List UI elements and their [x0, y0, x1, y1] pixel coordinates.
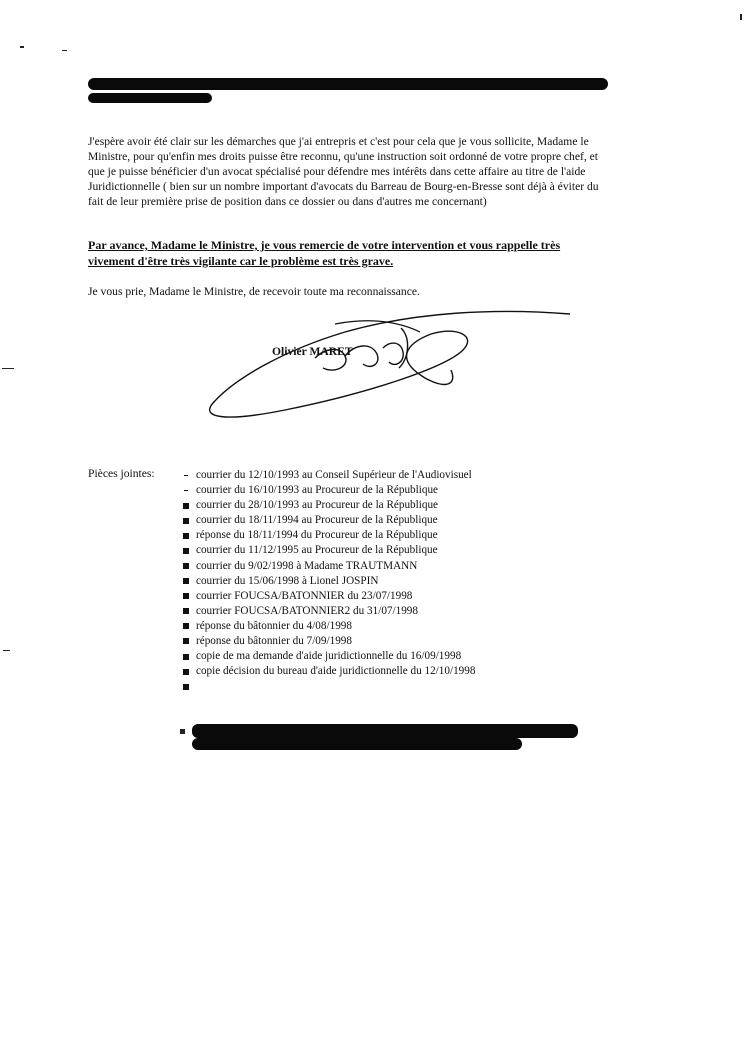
- attachment-item: [176, 513, 475, 528]
- paragraph-request: J'espère avoir été clair sur les démarches que j'ai entrepris et c'est pour cela que je vous sollicite, Madame le Ministre, pour qu'enfin mes droits puisse être reconnu, qu'une instruction soit ordonné de votre propre chef, et que je puisse bénéficier d'un avocat spécialisé pour défendre mes intérêts dans cette affaire au titre de l'aide Juridictionnelle ( bien sur un nombre important d'avocats du Barreau de Bourg-en-Bresse sont déjà à éviter du fait de leur première prise de position dans ce dossier ou dans d'autres me concernant): [88, 134, 599, 209]
- redaction-bar-bottom-2: [192, 738, 522, 750]
- square-bullet-icon: [176, 619, 196, 634]
- attachment-item: [176, 619, 475, 634]
- scan-artifact-top-2: [62, 50, 67, 51]
- attachment-item: [176, 498, 475, 513]
- square-bullet-icon: [176, 664, 196, 679]
- attachment-item: [176, 634, 475, 649]
- square-bullet-icon: [176, 543, 196, 558]
- handwritten-signature: [195, 298, 575, 428]
- scan-artifact-left-1: [2, 368, 14, 369]
- attachment-item: [176, 559, 475, 574]
- attachment-item: [176, 543, 475, 558]
- square-bullet-icon: [176, 679, 196, 694]
- attachments-list: [176, 468, 475, 694]
- attachment-item: [176, 483, 475, 498]
- attachment-text: courrier du 12/10/1993 au Conseil Supérieur de l'Audiovisuel: [196, 469, 472, 481]
- attachment-text: courrier FOUCSA/BATONNIER2 du 31/07/1998: [196, 604, 418, 617]
- square-bullet-icon: [176, 604, 196, 619]
- bullet-mark-bottom: [180, 729, 185, 734]
- attachment-item: [176, 664, 475, 679]
- square-bullet-icon: [176, 528, 196, 543]
- attachment-item: [176, 468, 475, 483]
- square-bullet-icon: [176, 634, 196, 649]
- attachment-text: courrier du 18/11/1994 au Procureur de la République: [196, 514, 438, 527]
- attachment-item: [176, 589, 475, 604]
- attachment-item: [176, 574, 475, 589]
- dash-bullet-icon: [176, 468, 196, 483]
- attachment-item: [176, 604, 475, 619]
- signatory-name: Olivier MARET: [272, 345, 353, 358]
- scan-artifact-top-3: [740, 14, 742, 20]
- redaction-bar-top-2: [88, 93, 212, 103]
- attachments-label: Pièces jointes:: [88, 467, 155, 480]
- scan-artifact-left-2: [3, 650, 10, 651]
- attachment-text: copie de ma demande d'aide juridictionnelle du 16/09/1998: [196, 650, 462, 663]
- attachment-item: [176, 679, 475, 694]
- square-bullet-icon: [176, 589, 196, 604]
- attachment-text: courrier du 11/12/1995 au Procureur de la République: [196, 544, 438, 557]
- attachment-text: courrier FOUCSA/BATONNIER du 23/07/1998: [196, 589, 413, 602]
- square-bullet-icon: [176, 559, 196, 574]
- redaction-bar-bottom-1: [192, 724, 578, 738]
- attachment-text: courrier du 16/10/1993 au Procureur de la République: [196, 484, 439, 497]
- attachment-text: copie décision du bureau d'aide juridictionnelle du 12/10/1998: [196, 665, 476, 678]
- square-bullet-icon: [176, 649, 196, 664]
- square-bullet-icon: [176, 574, 196, 589]
- square-bullet-icon: [176, 513, 196, 528]
- scan-artifact-top-1: [20, 46, 24, 48]
- paragraph-closing: Je vous prie, Madame le Ministre, de recevoir toute ma reconnaissance.: [88, 284, 420, 298]
- square-bullet-icon: [176, 498, 196, 513]
- paragraph-thanks: Par avance, Madame le Ministre, je vous remercie de votre intervention et vous rappelle très vivement d'être très vigilante car le problème est très grave.: [88, 238, 561, 268]
- dash-bullet-icon: [176, 483, 196, 498]
- redaction-bar-top-1: [88, 78, 608, 90]
- attachment-text: courrier du 15/06/1998 à Lionel JOSPIN: [196, 574, 379, 587]
- attachment-item: [176, 649, 475, 664]
- attachment-text: réponse du bâtonnier du 7/09/1998: [196, 635, 352, 648]
- attachment-item: [176, 528, 475, 543]
- attachment-text: courrier du 9/02/1998 à Madame TRAUTMANN: [196, 559, 418, 572]
- attachment-text: réponse du bâtonnier du 4/08/1998: [196, 619, 352, 632]
- attachment-text: réponse du 18/11/1994 du Procureur de la République: [196, 529, 438, 542]
- attachment-text: courrier du 28/10/1993 au Procureur de la République: [196, 499, 439, 512]
